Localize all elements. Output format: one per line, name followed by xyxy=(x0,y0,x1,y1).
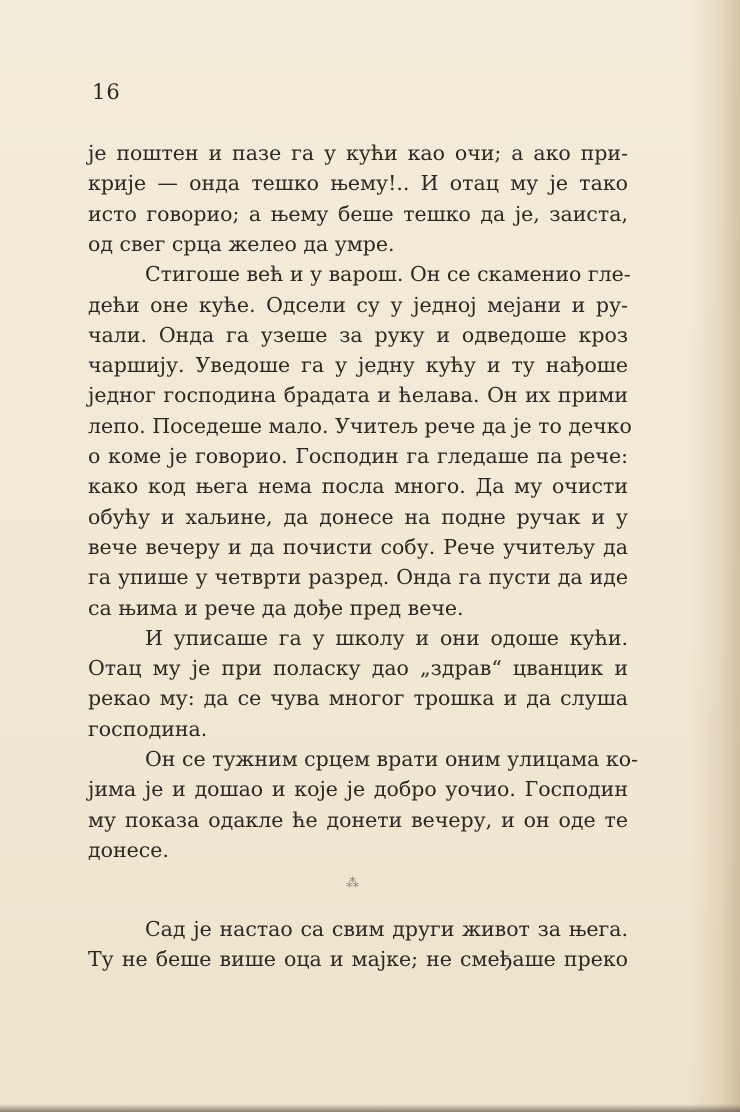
text-line: дећи оне куће. Одсели су у једној мејани и ру- xyxy=(88,292,628,317)
text-line: чали. Онда га узеше за руку и одведоше кроз xyxy=(88,322,628,347)
text-line: Сад је настао са свим други живот за њега. xyxy=(145,917,628,941)
text-line: И уписаше га у школу и они одоше кући. xyxy=(145,625,628,650)
text-line: исто говорио; а њему беше тешко да је, заиста, xyxy=(88,201,628,226)
text-line: крије — онда тешко њему!.. И отац му је тако xyxy=(88,171,628,196)
text-line: јима је и дошао и које је добро уочио. Господин xyxy=(88,777,628,802)
text-line: Он се тужним срцем врати оним улицама ко- xyxy=(145,747,639,771)
text-line: Отац му је при поласку дао „здрав“ цванцик и xyxy=(88,656,628,681)
text-line: једног господина брадата и ћелава. Он их прими xyxy=(88,383,628,408)
text-line: о коме је говорио. Господин га гледаше па рече: xyxy=(88,444,628,468)
text-line: чаршију. Уведоше га у једну кућу и ту нађоше xyxy=(88,353,628,378)
text-line: обућу и хаљине, да донесе на подне ручак и у xyxy=(88,504,628,529)
text-line: је поштен и пазе га у кући као очи; а ако при- xyxy=(88,141,628,165)
text-line: Ту не беше више оца и мајке; не смеђаше преко xyxy=(88,947,628,971)
section-separator: ⁂ xyxy=(346,876,359,891)
text-line: му показа одакле ће донети вечеру, и он оде те xyxy=(88,807,628,832)
text-line: Стигоше већ и у варош. Он се скаменио гле- xyxy=(145,262,631,287)
text-line: рекао му: да се чува многог трошка и да слуша xyxy=(88,686,628,711)
text-line: га упише у четврти разред. Онда га пусти да иде xyxy=(88,565,628,590)
text-line: са њима и рече да дође пред вече. xyxy=(88,595,464,620)
text-line: како код њега нема посла много. Да му очисти xyxy=(88,474,628,499)
text-line: лепо. Поседеше мало. Учитељ рече да је то дечко xyxy=(88,413,632,438)
text-line: господина. xyxy=(88,716,208,741)
text-line: вече вечеру и да почисти собу. Рече учитељу да xyxy=(88,534,628,559)
page-number: 16 xyxy=(92,80,121,104)
text-line: донесе. xyxy=(88,837,169,862)
text-line: од свег срца желео да умре. xyxy=(88,231,395,256)
page-bottom-edge xyxy=(0,1104,740,1112)
